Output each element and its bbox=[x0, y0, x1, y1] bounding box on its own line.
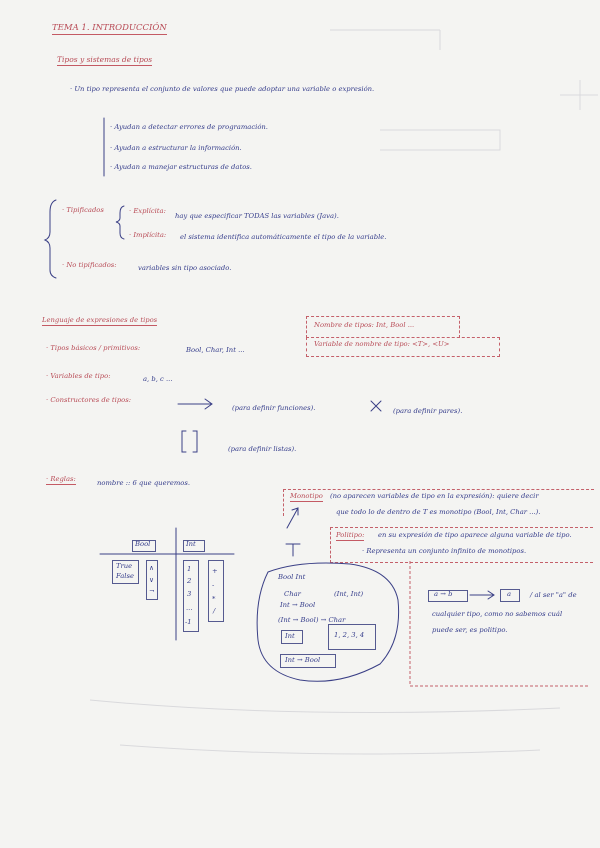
variables-text: a, b, c ... bbox=[143, 375, 173, 383]
outer-curly-brace bbox=[45, 200, 56, 278]
explicita-text: hay que especificar TODAS las variables (Java). bbox=[175, 212, 339, 220]
example-type: a → b bbox=[434, 590, 453, 598]
table-int: Int bbox=[186, 540, 196, 548]
bullet-3: · Ayudan a manejar estructuras de datos. bbox=[110, 163, 252, 171]
box-line-2: Variable de nombre de tipo: <T>, <U> bbox=[314, 340, 450, 348]
example-note-1: / al ser "a" de bbox=[530, 591, 577, 599]
type-definition: · Un tipo representa el conjunto de valores que puede adoptar una variable o expresión. bbox=[70, 85, 375, 93]
politipo-text-2: · Representa un conjunto infinito de monotipos. bbox=[362, 547, 527, 555]
no-tipificados-label: · No tipificados: bbox=[62, 261, 117, 269]
example-note-2: cualquier tipo, como no sabemos cuál bbox=[432, 610, 563, 618]
table-value-true: True bbox=[116, 562, 133, 570]
section-heading-types: Tipos y sistemas de tipos bbox=[57, 55, 153, 64]
tipos-basicos-label: · Tipos básicos / primitivos: bbox=[46, 344, 141, 352]
bullet-1: · Ayudan a detectar errores de programación. bbox=[110, 123, 268, 131]
blob-line-4: Int → Bool bbox=[280, 601, 316, 609]
arrow-constructor-icon bbox=[178, 399, 212, 409]
int-op-div: / bbox=[213, 607, 216, 615]
blob-line-7: 1, 2, 3, 4 bbox=[334, 631, 365, 639]
example-note-3: puede ser, es politipo. bbox=[432, 626, 508, 634]
politipo-text: en su expresión de tipo aparece alguna variable de tipo. bbox=[378, 531, 572, 539]
red-dashed-connector bbox=[410, 561, 590, 686]
table-bool: Bool bbox=[135, 540, 151, 548]
monotipo-text: (no aparecen variables de tipo en la expresión): quiere decir bbox=[330, 492, 539, 500]
tipificados-label: · Tipificados bbox=[62, 206, 104, 214]
tipos-basicos-text: Bool, Char, Int ... bbox=[186, 346, 245, 354]
blob-line-1: Bool Int bbox=[278, 573, 306, 581]
page-title: TEMA 1. INTRODUCCIÓN bbox=[52, 23, 167, 33]
explicita-label: · Explícita: bbox=[129, 207, 166, 215]
tau-symbol bbox=[286, 544, 300, 556]
list-left-bracket bbox=[182, 431, 186, 452]
cross-constructor-text: (para definir pares). bbox=[393, 407, 463, 415]
int-val-neg: -1 bbox=[185, 618, 192, 626]
int-val-3: 3 bbox=[187, 590, 192, 598]
monotipo-label: Monotipo bbox=[290, 492, 323, 500]
example-list: a bbox=[507, 590, 512, 598]
box-line-1: Nombre de tipos: Int, Bool ... bbox=[314, 321, 415, 329]
int-val-1: 1 bbox=[187, 565, 192, 573]
int-op-plus: + bbox=[212, 567, 218, 575]
politipo-label: Politipo: bbox=[336, 531, 365, 539]
reglas-text: nombre :: 6 que queremos. bbox=[97, 479, 191, 487]
implicita-label: · Implícita: bbox=[129, 231, 167, 239]
inner-curly-brace bbox=[116, 206, 124, 239]
reglas-label: · Reglas: bbox=[46, 475, 76, 483]
list-constructor-text: (para definir listas). bbox=[228, 445, 297, 453]
list-right-bracket bbox=[193, 431, 197, 452]
no-tipificados-text: variables sin tipo asociado. bbox=[138, 264, 232, 272]
int-val-dots: ... bbox=[186, 604, 193, 612]
int-op-minus: - bbox=[212, 581, 215, 589]
blob-line-6: Int bbox=[285, 632, 295, 640]
table-value-false: False bbox=[116, 572, 134, 580]
implicita-text: el sistema identifica automáticamente el tipo de la variable. bbox=[180, 233, 387, 241]
example-arrow bbox=[470, 591, 494, 599]
int-val-2: 2 bbox=[187, 577, 192, 585]
variables-label: · Variables de tipo: bbox=[46, 372, 111, 380]
blob-line-8: Int → Bool bbox=[285, 656, 321, 664]
arrow-to-monotipo bbox=[287, 508, 298, 528]
section-heading-expressions: Lenguaje de expresiones de tipos bbox=[42, 316, 158, 324]
blob-line-5: (Int → Bool) → Char bbox=[278, 616, 346, 624]
bool-op-and: ∧ bbox=[149, 564, 154, 572]
types-blob bbox=[257, 563, 399, 681]
bool-op-or: ∨ bbox=[149, 576, 154, 584]
bool-op-not: ¬ bbox=[149, 587, 155, 595]
bullet-2: · Ayudan a estructurar la información. bbox=[110, 144, 242, 152]
constructores-label: · Constructores de tipos: bbox=[46, 396, 132, 404]
arrow-constructor-text: (para definir funciones). bbox=[232, 404, 316, 412]
blob-line-2: Char bbox=[284, 590, 301, 598]
blob-line-3: (Int, Int) bbox=[334, 590, 364, 598]
monotipo-text-2: que todo lo de dentro de T es monotipo (Bool, Int, Char ...). bbox=[336, 508, 541, 516]
cross-constructor-icon bbox=[371, 401, 381, 411]
int-op-mult: * bbox=[212, 595, 216, 603]
